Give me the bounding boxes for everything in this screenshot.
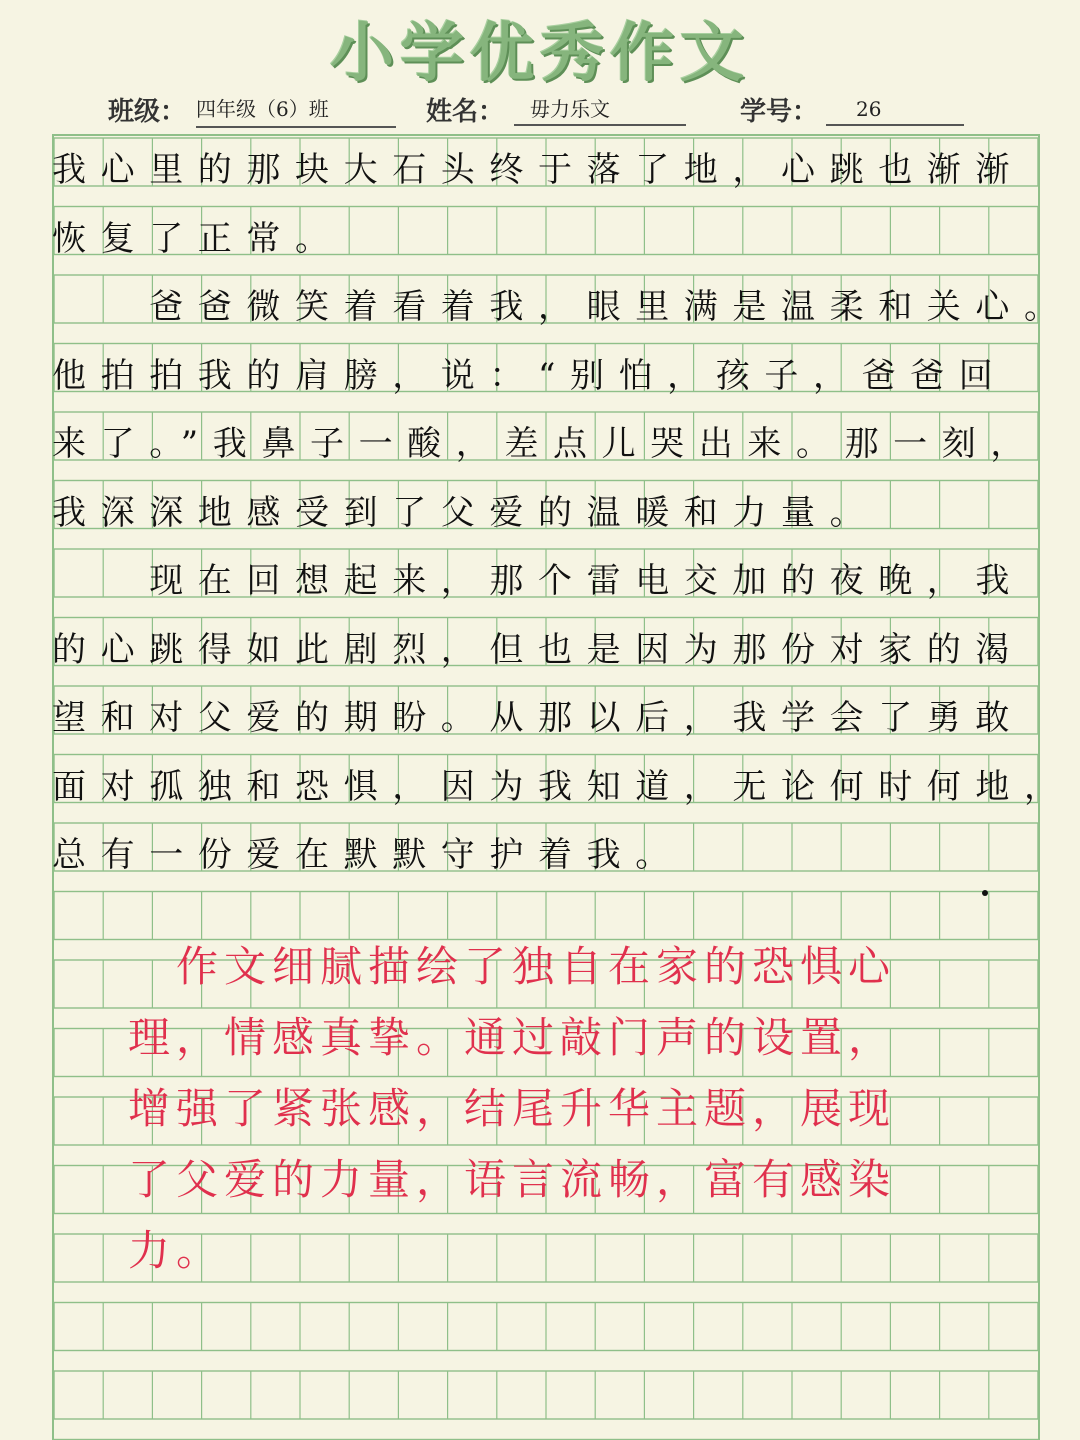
comment-line: 理，情感真挚。通过敲门声的设置， xyxy=(128,1005,896,1071)
class-value-wrap xyxy=(196,92,396,132)
essay-line: 望和对父爱的期盼。从那以后，我学会了勇敢 xyxy=(52,694,1024,742)
page-title: 小学优秀作文 xyxy=(0,14,1080,94)
essay-line: 他拍拍我的肩膀，说：“别怕，孩子，爸爸回 xyxy=(52,352,1007,400)
essay-line: 我心里的那块大石头终于落了地，心跳也渐渐 xyxy=(52,146,1024,194)
essay-line: 现在回想起来，那个雷电交加的夜晚，我 xyxy=(52,557,1024,605)
name-value: 毋力乐文 xyxy=(514,92,686,126)
number-label: 学号： xyxy=(740,97,818,127)
comment-line: 了父爱的力量，语言流畅，富有感染 xyxy=(128,1147,896,1213)
class-value: 四年级（6）班 xyxy=(196,92,396,128)
essay-line: 来了。”我鼻子一酸，差点儿哭出来。那一刻， xyxy=(52,420,1039,468)
comment-line: 力。 xyxy=(128,1218,224,1284)
comment-line: 增强了紧张感，结尾升华主题，展现 xyxy=(128,1076,896,1142)
essay-line: 的心跳得如此剧烈，但也是因为那份对家的渴 xyxy=(52,626,1024,674)
name-field xyxy=(426,92,504,132)
essay-line: 我深深地感受到了父爱的温暖和力量。 xyxy=(52,489,878,537)
number-field xyxy=(740,92,818,132)
essay-line: 爸爸微笑着看着我，眼里满是温柔和关心。 xyxy=(52,283,1073,331)
ink-dot xyxy=(982,890,988,896)
number-value-wrap xyxy=(826,92,964,132)
name-label: 姓名： xyxy=(426,97,504,127)
class-label: 班级： xyxy=(108,97,186,127)
essay-line: 总有一份爱在默默守护着我。 xyxy=(52,831,684,879)
number-value: 26 xyxy=(826,92,964,126)
essay-line: 面对孤独和恐惧，因为我知道，无论何时何地， xyxy=(52,763,1073,811)
class-field xyxy=(108,92,186,132)
name-value-wrap xyxy=(514,92,686,132)
comment-line: 作文细腻描绘了独自在家的恐惧心 xyxy=(128,934,896,1000)
essay-line: 恢复了正常。 xyxy=(52,215,344,263)
